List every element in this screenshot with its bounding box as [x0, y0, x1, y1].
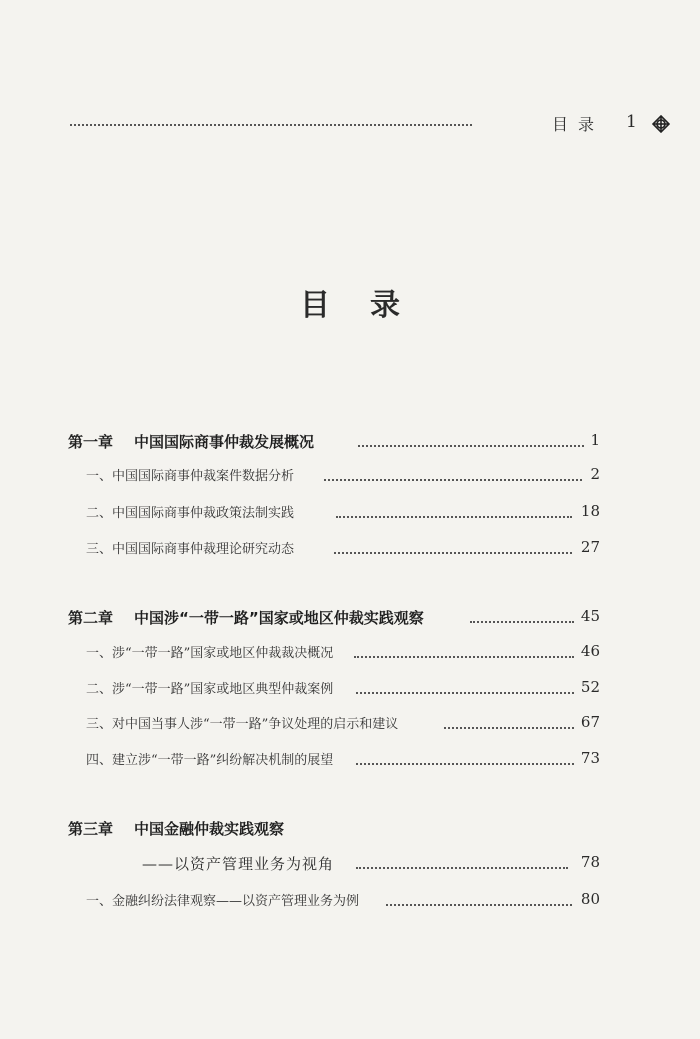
section-page-number: 80 — [577, 890, 600, 908]
toc-chapter-1[interactable] — [68, 431, 600, 455]
toc-section-2-2[interactable] — [68, 678, 600, 702]
section-title: 二、中国国际商事仲裁政策法制实践 — [86, 502, 298, 521]
toc-section-2-4[interactable] — [68, 749, 600, 773]
toc-chapter-3[interactable] — [68, 818, 600, 842]
section-page-number: 67 — [577, 713, 600, 731]
dot-leader — [354, 656, 574, 658]
chapter-title: 中国涉“一带一路”国家或地区仲裁实践观察 — [134, 609, 424, 627]
section-page-number: 52 — [577, 678, 600, 696]
chapter-number: 第三章 — [68, 820, 114, 838]
chapter-heading — [68, 818, 288, 839]
dot-leader — [334, 552, 572, 554]
chapter-number: 第一章 — [68, 433, 114, 451]
section-page-number: 27 — [577, 538, 600, 556]
chapter-page-number: 45 — [577, 607, 600, 625]
toc-chapter-3-subtitle[interactable] — [68, 853, 600, 877]
dot-leader — [358, 445, 584, 447]
dot-leader — [356, 763, 574, 765]
toc-section-2-1[interactable] — [68, 642, 600, 666]
dot-leader — [336, 516, 572, 518]
dot-leader — [386, 904, 572, 906]
header-page-number: 1 — [626, 112, 637, 132]
dot-leader — [356, 867, 568, 869]
chapter-page-number: 78 — [577, 853, 600, 871]
chapter-heading — [68, 431, 318, 452]
toc-section-1-1[interactable] — [68, 465, 600, 489]
section-page-number: 18 — [577, 502, 600, 520]
toc-section-1-3[interactable] — [68, 538, 600, 562]
section-title: 一、中国国际商事仲裁案件数据分析 — [86, 465, 298, 484]
diamond-cross-icon — [652, 115, 670, 133]
section-page-number: 73 — [577, 749, 600, 767]
chapter-number: 第二章 — [68, 609, 114, 627]
page-title: 目录 — [300, 288, 440, 323]
section-title: 二、涉“一带一路”国家或地区典型仲裁案例 — [86, 678, 337, 697]
chapter-title: 中国金融仲裁实践观察 — [134, 820, 285, 838]
section-title: 一、金融纠纷法律观察——以资产管理业务为例 — [86, 890, 363, 909]
chapter-subtitle: ——以资产管理业务为视角 — [142, 853, 338, 874]
section-title: 三、中国国际商事仲裁理论研究动态 — [86, 538, 298, 557]
toc-chapter-2[interactable] — [68, 607, 600, 631]
section-title: 四、建立涉“一带一路”纠纷解决机制的展望 — [86, 749, 337, 768]
section-page-number: 46 — [577, 642, 600, 660]
dot-leader — [324, 479, 582, 481]
section-title: 一、涉“一带一路”国家或地区仲裁裁决概况 — [86, 642, 337, 661]
running-header — [70, 112, 637, 138]
section-page-number: 2 — [586, 465, 600, 483]
toc-section-3-1[interactable] — [68, 890, 600, 914]
dot-leader — [444, 727, 574, 729]
chapter-page-number: 1 — [586, 431, 600, 449]
toc-section-2-3[interactable] — [68, 713, 600, 737]
chapter-title: 中国国际商事仲裁发展概况 — [134, 433, 315, 451]
dot-leader — [356, 692, 574, 694]
toc-section-1-2[interactable] — [68, 502, 600, 526]
chapter-heading — [68, 607, 428, 628]
header-dotted-rule — [70, 124, 472, 126]
section-title: 三、对中国当事人涉“一带一路”争议处理的启示和建议 — [86, 713, 402, 732]
dot-leader — [470, 621, 574, 623]
header-label: 目录 — [552, 115, 605, 134]
